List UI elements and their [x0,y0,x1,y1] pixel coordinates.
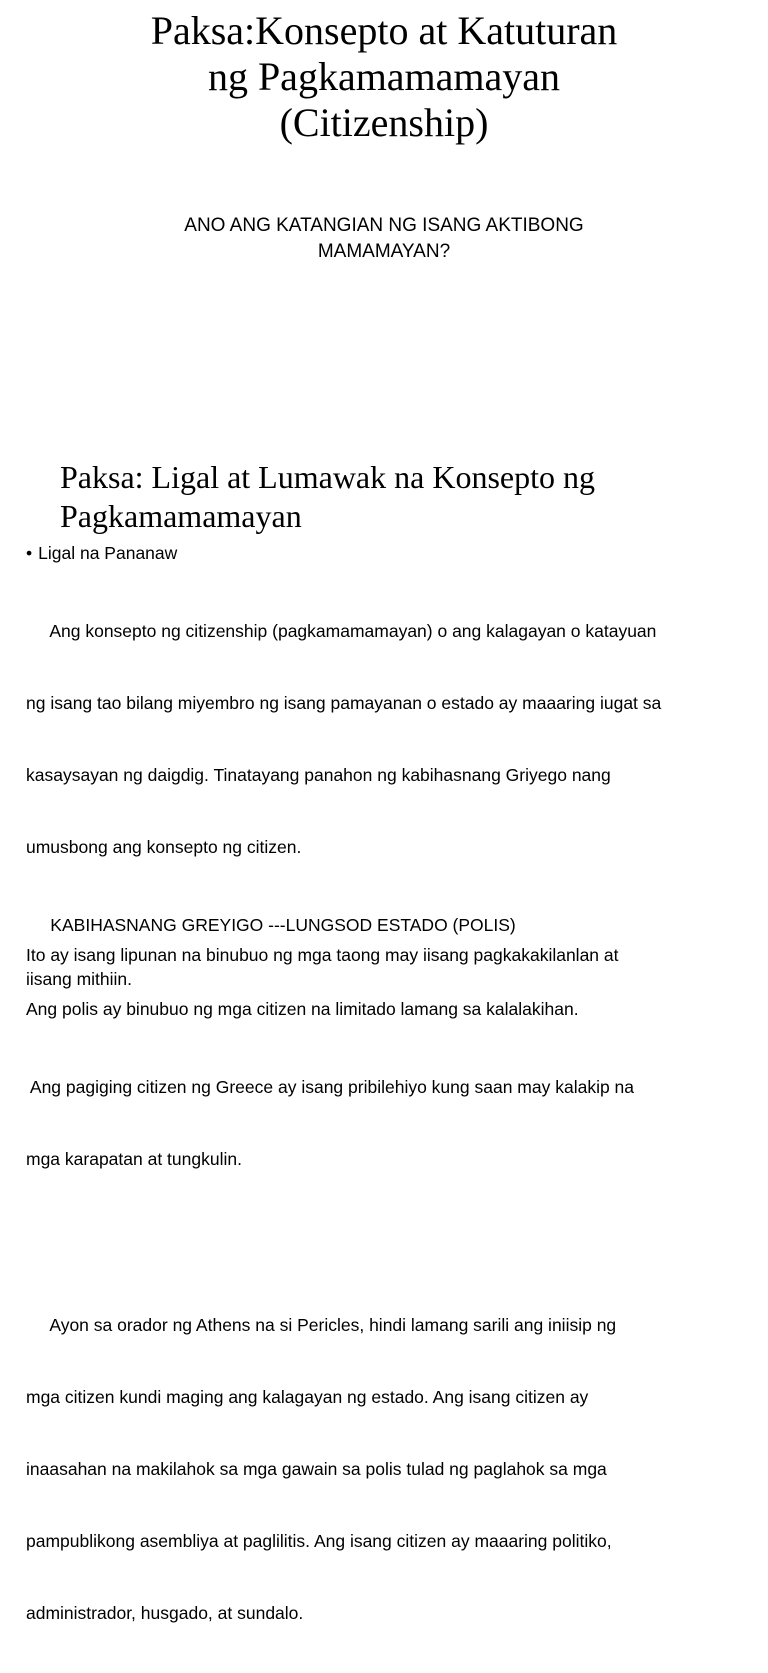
paragraph-line: Ang konsepto ng citizenship (pagkamamamayan) o ang kalagayan o katayuan [26,621,657,641]
paragraph-line: Ang pagiging citizen ng Greece ay isang pribilehiyo kung saan may kalakip na [26,1077,635,1097]
paragraph-line: mga citizen kundi maging ang kalagayan ng estado. Ang isang citizen ay [26,1387,589,1407]
paragraph-line: inaasahan na makilahok sa mga gawain sa polis tulad ng paglahok sa mga [26,1459,607,1479]
polis-heading: KABIHASNANG GREYIGO ---LUNGSOD ESTADO (POLIS) [26,915,516,935]
bullet-icon: • [26,543,33,563]
slide-title-line: (Citizenship) [279,100,489,145]
paragraph-line: pampublikong asembliya at paglilitis. Ang isang citizen ay maaaring politiko, [26,1531,612,1551]
paragraph-line: administrador, husgado, at sundalo. [26,1603,304,1623]
bullet-label: Ligal na Pananaw [38,543,178,563]
bullet-item [26,541,750,565]
paragraph-line: kasaysayan ng daigdig. Tinatayang panahon ng kabihasnang Griyego nang [26,765,611,785]
section-title [60,458,740,536]
paragraph-line: ng isang tao bilang miyembro ng isang pamayanan o estado ay maaaring iugat sa [26,693,662,713]
paragraph-pericles [26,1265,750,1673]
paragraph-lipunan [26,943,750,991]
subtitle-line: ANO ANG KATANGIAN NG ISANG AKTIBONG [184,215,584,236]
paragraph-line: mga karapatan at tungkulin. [26,1149,242,1169]
slide-title-line: ng Pagkamamamayan [207,54,561,99]
paragraph-line: iisang mithiin. [26,969,133,989]
paragraph-line: Ayon sa orador ng Athens na si Pericles, hindi lamang sarili ang iniisip ng [26,1315,617,1335]
section-title-line: Paksa: Ligal at Lumawak na Konsepto ng [60,459,595,495]
paragraph-citizenship [26,571,750,907]
subtitle-question [100,213,668,265]
paragraph-line: umusbong ang konsepto ng citizen. [26,837,302,857]
paragraph-polis: Ang polis ay binubuo ng mga citizen na limitado lamang sa kalalakihan. [26,999,579,1019]
subtitle-line: MAMAMAYAN? [317,241,451,262]
body-text [26,541,750,1673]
slide-title-line: Paksa:Konsepto at Katuturan [150,8,618,53]
paragraph-greece [26,1027,750,1219]
section-title-line: Pagkamamamayan [60,498,302,534]
slide-title [60,8,708,146]
paragraph-line: Ito ay isang lipunan na binubuo ng mga taong may iisang pagkakakilanlan at [26,945,619,965]
